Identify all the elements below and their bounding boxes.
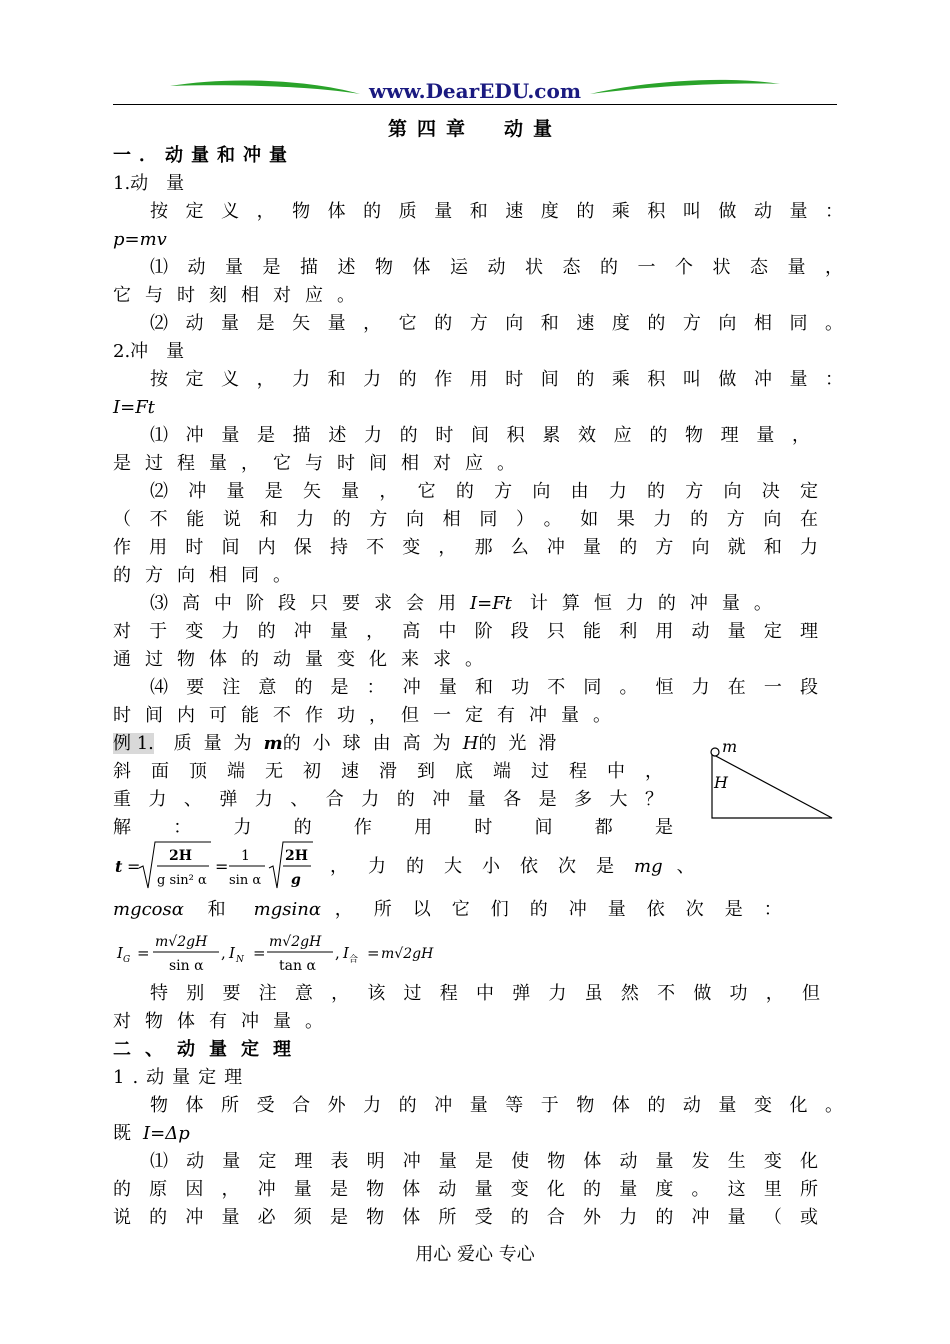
example-line-4: 解：力的作用时间都是 (113, 817, 673, 838)
subsection-title-momentum: 1.动 量 (113, 173, 185, 194)
formula-symbol: I (229, 944, 235, 962)
paragraph-line: ⑴冲量是描述力的时间积累效应的物理量， (150, 425, 810, 446)
subsection-title-theorem: 1.动量定理 (113, 1067, 251, 1088)
equals-sign: = (253, 944, 266, 962)
paragraph-line: 的方向相同。 (113, 565, 305, 586)
incline-triangle (712, 754, 832, 818)
formula-momentum: p=mv (113, 229, 167, 250)
section-heading-2: 二、动量定理 (113, 1039, 305, 1060)
equals-sign: = (137, 944, 150, 962)
note-line: 对物体有冲量。 (113, 1011, 337, 1032)
term-mgsin: mgsinα (253, 899, 321, 920)
paragraph-line: 按定义，力和力的作用时间的乘积叫做冲量： (150, 369, 843, 390)
fraction-denominator: g (291, 872, 301, 888)
logo-swoosh-right (590, 80, 780, 94)
figure-mass-label: m (722, 737, 738, 756)
text-run: 的光滑 (478, 733, 569, 754)
section-heading-1: 一．动量和冲量 (113, 145, 295, 166)
paragraph-line: 它与时刻相对应。 (113, 285, 369, 306)
formula-subscript: G (123, 955, 131, 965)
var-mg: mg (634, 856, 663, 877)
fraction-numerator: m√2gH (155, 934, 208, 950)
comma: , (221, 944, 226, 962)
paragraph-line: ⑵动量是矢量，它的方向和速度的方向相同。 (150, 313, 843, 334)
var-H: H (462, 733, 479, 754)
equals-sign: = (367, 944, 380, 962)
paragraph-line (150, 590, 843, 618)
comma: , (335, 944, 340, 962)
equals-sign: = (215, 857, 229, 876)
equals-sign: = (127, 857, 141, 876)
text-run: 的小球由高为 (282, 733, 463, 754)
text-run: 既 (113, 1123, 131, 1144)
paragraph-line: 时间内可能不作功，但一定有冲量。 (113, 705, 625, 726)
paragraph-line: ⑴动量是描述物体运动状态的一个状态量， (150, 257, 843, 278)
paragraph-line: 的原因，冲量是物体动量变化的量度。这里所 (113, 1179, 818, 1200)
term-mgcos: mgcosα (113, 899, 184, 920)
paragraph-line: 对于变力的冲量，高中阶段只能利用动量定理 (113, 621, 818, 642)
text-run: 、 (676, 856, 695, 877)
example-line-5 (330, 853, 695, 881)
paragraph-line: 按定义，物体的质量和速度的乘积叫做动量： (150, 201, 843, 222)
text-run: 计算恒力的冲量。 (529, 593, 786, 614)
paragraph-line: （不能说和力的方向相同）。如果力的方向在 (113, 509, 818, 530)
site-url: www.DearEDU.com (368, 79, 582, 103)
example-line-6 (113, 896, 843, 924)
paragraph-line: ⑴动量定理表明冲量是使物体动量发生变化 (150, 1151, 818, 1172)
formula-impulses (113, 928, 453, 978)
formula-symbol: I (343, 944, 349, 962)
text-run: ，力的大小依次是 (330, 856, 634, 877)
page-footer: 用心 爱心 专心 (415, 1244, 535, 1265)
formula-theorem: I=Δp (143, 1123, 190, 1144)
formula-lhs: t (115, 857, 123, 876)
formula-rhs: m√2gH (381, 946, 434, 962)
note-line: 特别要注意，该过程中弹力虽然不做功，但 (150, 983, 820, 1004)
figure-height-label: H (714, 773, 728, 792)
formula-time (113, 840, 323, 894)
logo-swoosh-left (170, 80, 360, 94)
example-line-3: 重力、弹力、合力的冲量各是多大？ (113, 789, 663, 810)
incline-figure (700, 732, 840, 824)
example-label: 例 1. (113, 733, 154, 754)
paragraph-line: 是过程量，它与时间相对应。 (113, 453, 529, 474)
ball-icon (711, 748, 719, 756)
fraction-numerator: 2H (285, 848, 308, 864)
text-run: 和 (207, 899, 226, 920)
chapter-title: 第四章 动量 (387, 118, 562, 140)
paragraph-line: 作用时间内保持不变，那么冲量的方向就和力 (113, 537, 818, 558)
fraction-numerator: 1 (241, 848, 250, 864)
text-run: ，所以它们的冲量依次是： (334, 899, 803, 920)
var-m: m (263, 733, 283, 754)
formula-impulse: I=Ft (113, 397, 155, 418)
text-run: ⑶高中阶段只要求会用 (150, 593, 470, 614)
paragraph-line: 通过物体的动量变化来求。 (113, 649, 497, 670)
fraction-denominator: tan α (279, 958, 316, 974)
formula-subscript: 合 (349, 955, 359, 965)
paragraph-line: ⑵冲量是矢量，它的方向由力的方向决定 (150, 481, 818, 502)
header-rule (113, 104, 837, 105)
text-run: 质量为 (173, 733, 264, 754)
paragraph-line (113, 1120, 843, 1148)
example-line-2: 斜面顶端无初速滑到底端过程中， (113, 761, 663, 782)
example-line-1 (113, 730, 673, 758)
subsection-title-impulse: 2.冲 量 (113, 341, 185, 362)
fraction-denominator: sin α (229, 873, 262, 888)
fraction-numerator: 2H (169, 848, 192, 864)
paragraph-line: 物体所受合外力的冲量等于物体的动量变化。 (150, 1095, 843, 1116)
paragraph-line: ⑷要注意的是：冲量和功不同。恒力在一段 (150, 677, 818, 698)
formula-symbol: I (117, 944, 123, 962)
fraction-denominator: sin α (169, 958, 204, 974)
fraction-numerator: m√2gH (269, 934, 322, 950)
fraction-denominator: g sin² α (157, 873, 207, 888)
site-logo (170, 76, 780, 106)
formula-subscript: N (236, 955, 244, 965)
paragraph-line: 说的冲量必须是物体所受的合外力的冲量（或 (113, 1207, 818, 1228)
formula-inline: I=Ft (470, 593, 512, 614)
